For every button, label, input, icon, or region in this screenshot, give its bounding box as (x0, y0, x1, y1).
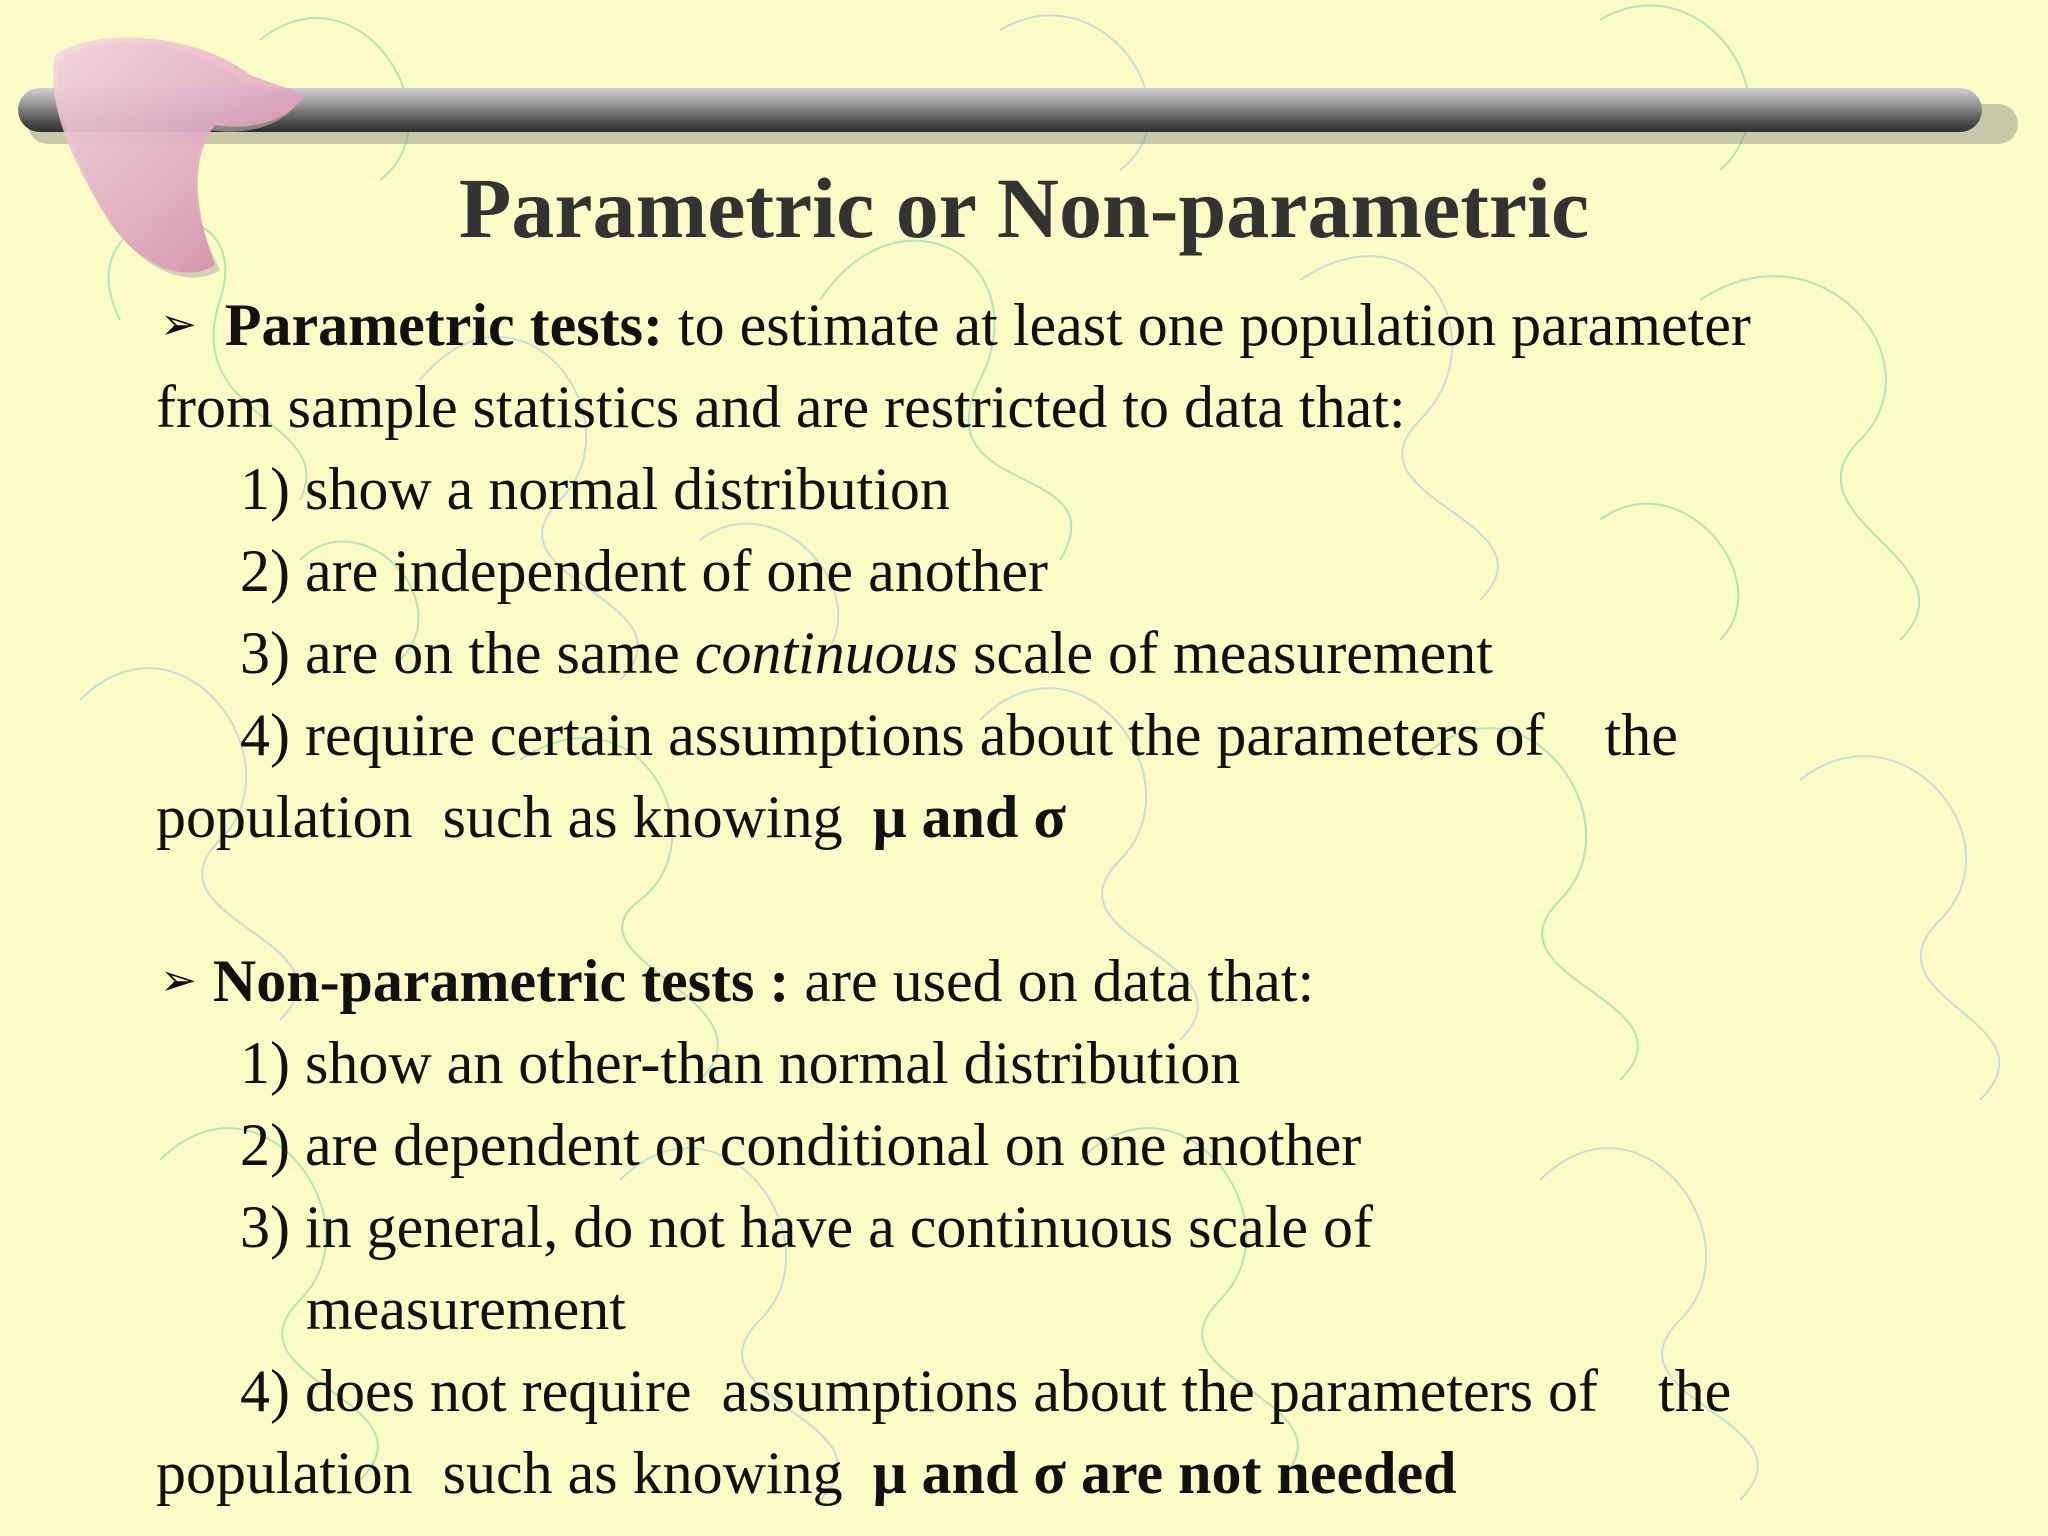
parametric-bullet-line (160, 290, 1751, 360)
parametric-item-4-cont (156, 782, 1066, 852)
nonparametric-item-4-cont-text: population such as knowing (156, 1440, 873, 1506)
parametric-item-2: 2) are independent of one another (240, 538, 1048, 604)
parametric-intro-cont: from sample statistics and are restricted to data that: (156, 374, 1406, 440)
parametric-item-4: 4) require certain assumptions about the parameters of the (240, 702, 1678, 768)
parametric-heading: Parametric tests: (224, 292, 663, 358)
nonparametric-item-4-cont (156, 1438, 1457, 1508)
parametric-item-3 (240, 618, 1493, 688)
parametric-item-3-text-a: 3) are on the same (240, 620, 695, 686)
nonparametric-item-3: 3) in general, do not have a continuous scale of (240, 1194, 1373, 1260)
parametric-mu-sigma: μ and σ (872, 784, 1066, 850)
slide-title: Parametric or Non-parametric (458, 160, 1590, 256)
nonparametric-item-2: 2) are dependent or conditional on one another (240, 1112, 1362, 1178)
nonparametric-intro: are used on data that: (789, 948, 1315, 1014)
parametric-item-3-italic: continuous (694, 620, 959, 686)
parametric-item-3-text-b: scale of measurement (958, 620, 1493, 686)
parametric-item-4-cont-text: population such as knowing (156, 784, 873, 850)
bullet-arrow-icon: ➢ (160, 955, 197, 1006)
nonparametric-bullet-line (160, 946, 1314, 1016)
nonparametric-mu-sigma: μ and σ are not needed (872, 1440, 1457, 1506)
nonparametric-heading: Non-parametric tests : (212, 948, 790, 1014)
nonparametric-item-3-cont: measurement (306, 1276, 626, 1342)
parametric-item-1: 1) show a normal distribution (240, 456, 950, 522)
parametric-intro: to estimate at least one population parameter (662, 292, 1751, 358)
nonparametric-item-1: 1) show an other-than normal distribution (240, 1030, 1241, 1096)
nonparametric-item-4: 4) does not require assumptions about the parameters of the (240, 1358, 1732, 1424)
bullet-arrow-icon: ➢ (160, 299, 197, 350)
